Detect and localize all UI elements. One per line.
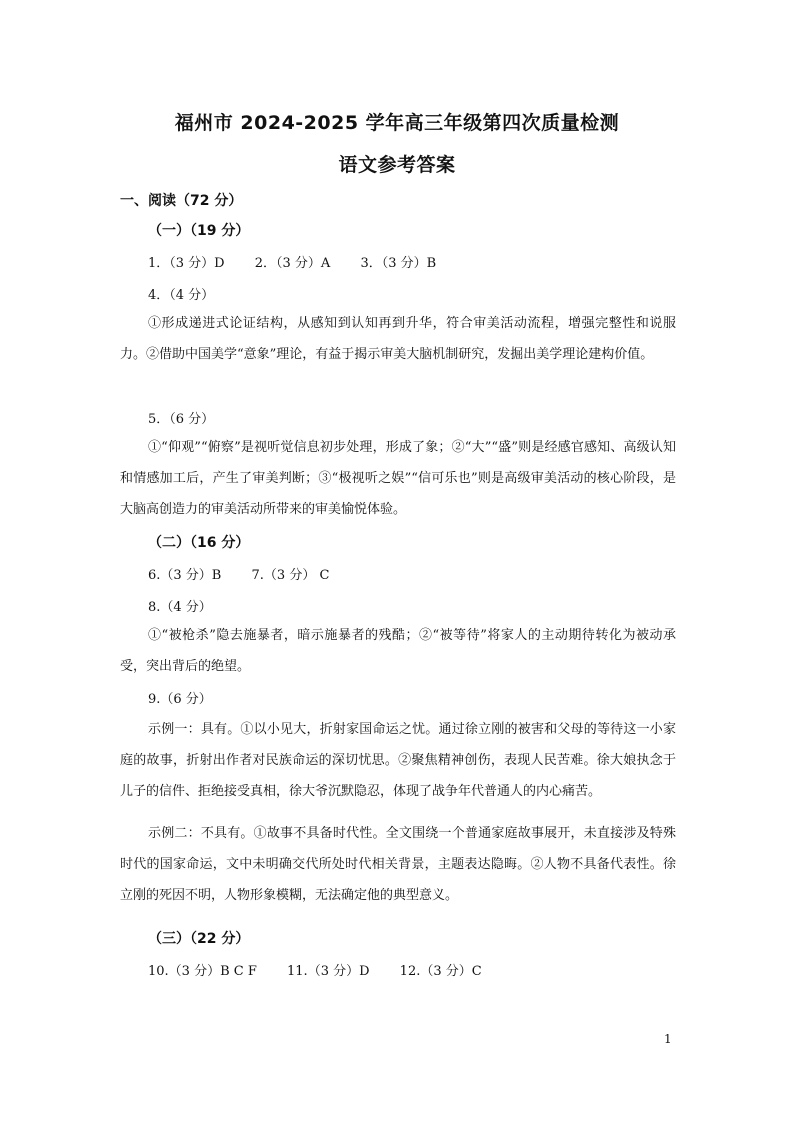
answers-row-1-3 <box>148 252 436 271</box>
answer-q3: 3．（3 分）B <box>360 256 437 271</box>
answer-q2: 2．（3 分）A <box>254 256 331 271</box>
answer-q12: 12.（3 分）C <box>399 964 482 979</box>
part1-heading: （一）（19 分） <box>148 223 250 239</box>
q5-answer: ①“仰观”“俯察”是视听觉信息初步处理，形成了象；②“大”“盛”则是经感官感知、高级认知和情感加工后，产生了审美判断；③“极视听之娱”“信可乐也”则是高级审美活动的核心阶段，是大脑高创造力的审美活动所带来的审美愉悦体验。 <box>120 440 676 517</box>
part3-heading: （三）（22 分） <box>148 931 250 947</box>
part2-heading: （二）（16 分） <box>148 535 250 551</box>
document-subtitle: 语文参考答案 <box>338 154 456 176</box>
answers-row-10-12 <box>148 960 482 979</box>
answer-q10: 10.（3 分）B C F <box>148 964 257 979</box>
q9-example-1: 示例一：具有。①以小见大，折射家国命运之忧。通过徐立刚的被害和父母的等待这一小家庭的故事，折射出作者对民族命运的深切忧思。②聚焦精神创伤，表现人民苦难。徐大娘执念于儿子的信件、拒绝接受真相，徐大爷沉默隐忍，体现了战争年代普通人的内心痛苦。 <box>120 722 676 799</box>
section-reading-heading: 一、阅读（72 分） <box>120 193 243 209</box>
answer-q7: 7.（3 分） C <box>251 568 330 583</box>
page-number: 1 <box>664 1032 672 1046</box>
q4-label: 4．（4 分） <box>148 288 215 303</box>
answer-q1: 1．（3 分）D <box>148 256 225 271</box>
q5-label: 5．（6 分） <box>148 412 215 427</box>
q9-example-2: 示例二：不具有。①故事不具备时代性。全文围绕一个普通家庭故事展开，未直接涉及特殊时代的国家命运，文中未明确交代所处时代相关背景，主题表达隐晦。②人物不具备代表性。徐立刚的死因不明，人物形象模糊，无法确定他的典型意义。 <box>120 826 676 903</box>
q8-answer: ①“被枪杀”隐去施暴者，暗示施暴者的残酷；②“被等待”将家人的主动期待转化为被动承受，突出背后的绝望。 <box>120 628 676 674</box>
answer-q6: 6.（3 分）B <box>148 568 222 583</box>
answers-row-6-7 <box>148 564 329 583</box>
answer-q11: 11.（3 分）D <box>287 964 370 979</box>
q9-label: 9.（6 分） <box>148 692 212 707</box>
document-title: 福州市 2024-2025 学年高三年级第四次质量检测 <box>174 112 620 134</box>
q4-answer: ①形成递进式论证结构，从感知到认知再到升华，符合审美活动流程，增强完整性和说服力。②借助中国美学“意象”理论，有益于揭示审美大脑机制研究，发掘出美学理论建构价值。 <box>120 316 676 362</box>
q8-label: 8.（4 分） <box>148 600 212 615</box>
